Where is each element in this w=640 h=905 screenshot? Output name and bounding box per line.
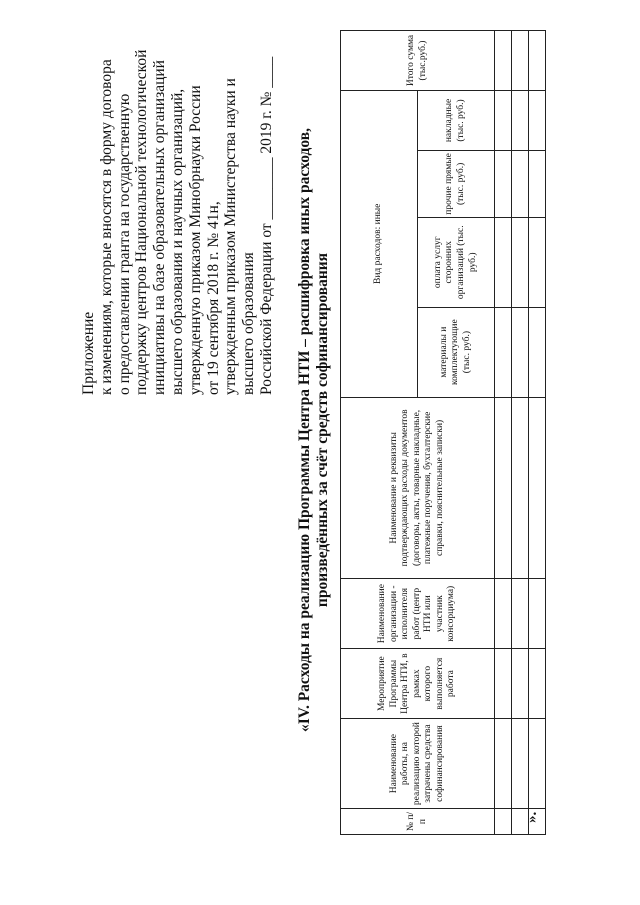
appendix-line: высшего образования (240, 252, 258, 395)
col-services-header: оплата услуг сторонних организаций (тыс. руб.) (418, 217, 495, 307)
col-other-direct-header: прочие прямые (тыс. руб.) (418, 150, 495, 217)
col-org-name-header: Наименование организации - исполнителя работ (центр НТИ или участник консорциума) (341, 579, 495, 649)
section-heading (296, 120, 332, 740)
table-row (495, 31, 512, 835)
col-overhead-header: накладные (тыс. руб.) (418, 91, 495, 151)
appendix-line: от 19 сентября 2018 г. № 41н, (204, 201, 222, 395)
appendix-line: к изменениям, которые вносятся в форму договора (97, 59, 115, 395)
appendix-line: утвержденным приказом Министерства науки и (222, 78, 240, 395)
appendix-line: инициативы на базе образовательных организаций (151, 60, 169, 395)
table-row (529, 31, 546, 835)
closing-quote-mark: ». (524, 811, 540, 823)
heading-line-1: «IV. Расходы на реализацию Программы Центра НТИ – расшифровка иных расходов, (296, 127, 313, 733)
col-materials-header: материалы и комплектующие (тыс. руб.) (418, 307, 495, 397)
col-event-header: Мероприятие Программы Центра НТИ, в рамках которого выполняется работа (341, 649, 495, 719)
appendix-line: Российской Федерации от ________ 2019 г. № ____ (257, 56, 275, 395)
appendix-line: утвержденную приказом Минобрнауки России (186, 85, 204, 395)
table-header-row (341, 31, 418, 835)
col-work-name-header: Наименование работы, на реализацию которой затрачены средства софинансирования (341, 719, 495, 809)
appendix-line: о предоставлении гранта на государственную (115, 93, 133, 395)
col-number-header: № п/п (341, 809, 495, 835)
col-documents-header: Наименование и реквизиты подтверждающих расходы документов (договоры, акты, товарные накладные, платежные поручения, бухгалтерские справки, пояснительные записки) (341, 397, 495, 579)
appendix-line: поддержку центров Национальной технологической (133, 49, 151, 395)
expenses-table (340, 30, 546, 835)
heading-line-2: произведённых за счёт средств софинансирования (314, 252, 331, 608)
table-row (512, 31, 529, 835)
appendix-line: Приложение (80, 311, 97, 395)
appendix-block (80, 25, 276, 395)
col-total-header: Итого сумма (тыс.руб.) (341, 31, 495, 91)
col-expense-type-header: Вид расходов: иные (341, 91, 418, 398)
appendix-line: высшего образования и научных организаций, (168, 88, 186, 395)
